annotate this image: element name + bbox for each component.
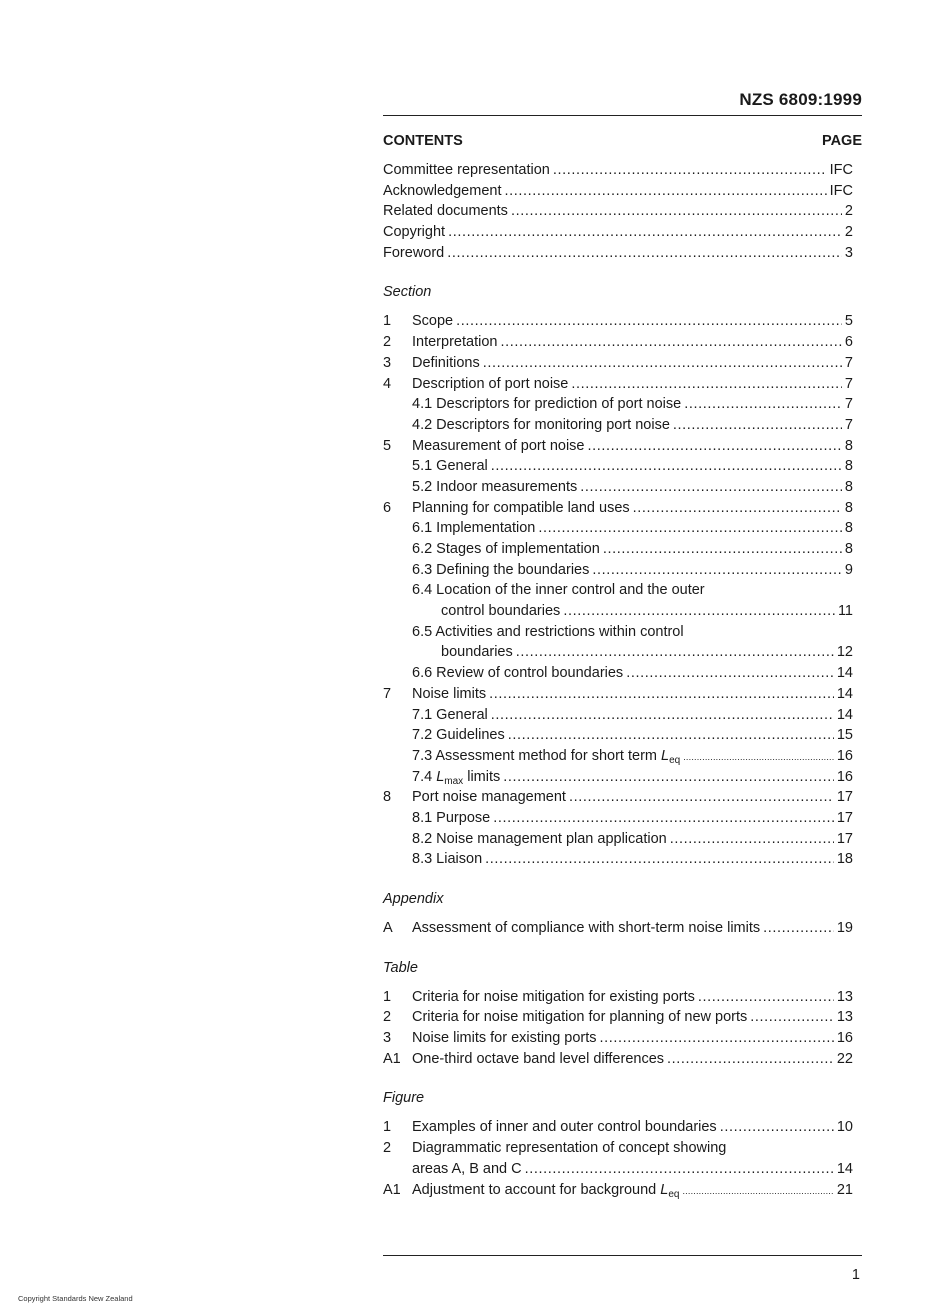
- spacer: [383, 304, 853, 313]
- entry-page: 18: [836, 851, 853, 868]
- entry-page: 19: [836, 920, 853, 936]
- entry-title: [412, 541, 600, 557]
- entry-number: 7: [383, 685, 392, 702]
- entry-page: 14: [836, 706, 853, 723]
- leader-dots: [508, 727, 834, 743]
- entry-page: 7: [844, 416, 853, 433]
- leader-dots: [525, 1161, 834, 1177]
- leader-dots: [592, 562, 842, 578]
- toc-entry: [383, 851, 853, 872]
- entry-title: [412, 1009, 747, 1025]
- toc-entry: [383, 376, 853, 397]
- entry-title: [412, 500, 630, 516]
- entry-page: 10: [836, 1119, 853, 1136]
- leader-dots: [670, 831, 834, 847]
- entry-label-suffix: limits: [467, 768, 501, 785]
- entry-label-continued: boundaries: [441, 644, 513, 661]
- entry-title: [412, 520, 535, 536]
- entry-page: 3: [844, 244, 853, 261]
- toc-entry: [383, 541, 853, 562]
- toc-entry: [383, 769, 853, 790]
- entry-label: Adjustment to account for background: [412, 1181, 657, 1198]
- entry-page: 9: [844, 561, 853, 578]
- entry-number: 3: [383, 1030, 392, 1047]
- entry-title: [412, 665, 623, 681]
- entry-title: [412, 989, 695, 1005]
- entry-page: IFC: [829, 162, 853, 178]
- entry-title: [412, 458, 488, 474]
- entry-title: [412, 789, 566, 805]
- spacer: [383, 265, 853, 284]
- leader-dots: [684, 396, 842, 412]
- toc-entry: [383, 1119, 853, 1140]
- entry-title: [412, 334, 497, 350]
- entry-label: 4.2 Descriptors for monitoring port noise: [412, 416, 670, 433]
- entry-label: 7.1 General: [412, 706, 488, 723]
- symbol: L: [660, 1181, 669, 1198]
- entry-title: [412, 686, 486, 702]
- footer-rule: [383, 1255, 862, 1256]
- entry-label: Port noise management: [412, 789, 566, 806]
- entry-label: 6.6 Review of control boundaries: [412, 665, 624, 682]
- leader-dots: [489, 686, 834, 702]
- spacer: [383, 941, 853, 960]
- entry-page: 8: [844, 499, 853, 516]
- leader-dots: [491, 458, 842, 474]
- toc-entry: [383, 417, 853, 438]
- entry-label: Noise limits: [412, 685, 487, 702]
- entry-number: 6: [383, 499, 392, 516]
- entry-label: Diagrammatic representation of concept showing: [412, 1140, 727, 1157]
- toc-entry: [383, 1030, 853, 1051]
- entry-page: 12: [836, 644, 853, 661]
- leader-dots: [633, 500, 842, 516]
- entry-number: 2: [383, 1140, 392, 1157]
- leader-dots: [538, 520, 842, 536]
- leader-dots: [626, 665, 834, 681]
- entry-number: 2: [383, 1009, 392, 1026]
- leader-dots: [511, 203, 842, 219]
- entry-number: A: [383, 920, 393, 936]
- entry-label: Committee representation: [383, 162, 550, 178]
- entry-label: Copyright: [383, 224, 446, 241]
- entry-page: 8: [844, 458, 853, 475]
- entry-label: 7.2 Guidelines: [412, 727, 505, 744]
- entry-title: [412, 396, 681, 412]
- entry-title: [412, 1051, 664, 1067]
- toc-entry: [383, 831, 853, 852]
- page-column-heading: PAGE: [821, 133, 862, 149]
- entry-title: [412, 1182, 679, 1200]
- entry-label: 8.2 Noise management plan application: [412, 830, 667, 847]
- entry-page: 2: [844, 224, 853, 241]
- entry-title: [383, 162, 550, 178]
- entry-number: 1: [383, 313, 392, 330]
- leader-dots: [673, 417, 842, 433]
- entry-number: A1: [383, 1181, 401, 1198]
- leader-dots: [447, 245, 842, 261]
- entry-label: 5.1 General: [412, 458, 488, 475]
- entry-label: 6.5 Activities and restrictions within control: [412, 623, 684, 640]
- spacer: [383, 911, 853, 920]
- entry-page: 13: [836, 1009, 853, 1026]
- leader-dots: [448, 224, 842, 240]
- toc-entry: [383, 203, 853, 224]
- contents-title: CONTENTS: [383, 133, 463, 149]
- entry-number: 1: [383, 988, 392, 1005]
- leader-dots: [569, 789, 834, 805]
- entry-label: 8.1 Purpose: [412, 809, 491, 826]
- entry-label: Criteria for noise mitigation for existing ports: [412, 988, 695, 1005]
- toc-entry-continuation: [383, 1161, 853, 1182]
- entry-number: 8: [383, 789, 392, 806]
- toc-entry: [383, 727, 853, 748]
- entry-number: 3: [383, 354, 392, 371]
- entry-title: [412, 438, 584, 454]
- leader-dots: [750, 1009, 834, 1025]
- entry-title: [412, 707, 488, 723]
- leader-dots: [493, 810, 834, 826]
- entry-label: 5.2 Indoor measurements: [412, 478, 578, 495]
- entry-title: [412, 582, 705, 598]
- entry-label: Interpretation: [412, 334, 498, 351]
- entry-label: Examples of inner and outer control boundaries: [412, 1119, 717, 1136]
- leader-dots: [456, 313, 842, 329]
- toc-entry: [383, 582, 853, 603]
- toc-entry: [383, 707, 853, 728]
- entry-title: [412, 417, 670, 433]
- group-title: Appendix: [383, 891, 444, 907]
- toc-entry: [383, 748, 853, 769]
- entry-label: One-third octave band level differences: [412, 1050, 665, 1067]
- entry-number: 4: [383, 375, 392, 392]
- leader-dots: [600, 1030, 834, 1046]
- header-rule: [383, 115, 862, 116]
- entry-title: [412, 810, 490, 826]
- entry-label: Planning for compatible land uses: [412, 499, 630, 516]
- leader-dots: [667, 1051, 834, 1067]
- symbol-subscript: eq: [668, 1188, 680, 1200]
- leader-dots: [516, 644, 834, 660]
- spacer: [383, 872, 853, 891]
- leader-dots: [571, 376, 842, 392]
- entry-label: Noise limits for existing ports: [412, 1030, 597, 1047]
- entry-page: 14: [836, 1160, 853, 1177]
- leader-dots: [682, 1186, 833, 1196]
- toc-entry: [383, 183, 853, 204]
- entry-page: 16: [836, 747, 853, 764]
- entry-page: 8: [844, 520, 853, 537]
- leader-dots: [763, 920, 834, 936]
- entry-page: 15: [836, 727, 853, 744]
- toc-entry: [383, 665, 853, 686]
- entry-number: 1: [383, 1119, 392, 1136]
- entry-title: [412, 1030, 597, 1046]
- toc-entry: [383, 989, 853, 1010]
- toc-entry: [383, 334, 853, 355]
- group-title: Figure: [383, 1090, 425, 1107]
- entry-page: 22: [836, 1050, 853, 1067]
- entry-page: 2: [844, 203, 853, 220]
- entry-label: Related documents: [383, 203, 508, 220]
- entry-label: 8.3 Liaison: [412, 851, 483, 868]
- leader-dots: [720, 1119, 834, 1135]
- toc-entry: [383, 162, 853, 183]
- toc-entry: [383, 313, 853, 334]
- leader-dots: [485, 851, 834, 867]
- entry-page: 17: [836, 830, 853, 847]
- entry-label: Scope: [412, 313, 454, 330]
- entry-label: Description of port noise: [412, 375, 569, 392]
- leader-dots: [505, 183, 827, 199]
- entry-label-continued: areas A, B and C: [412, 1160, 522, 1177]
- entry-label: Assessment of compliance with short-term noise limits: [412, 920, 761, 936]
- entry-title: [412, 376, 568, 392]
- toc-entry: [383, 1140, 853, 1161]
- copyright-notice: Copyright Standards New Zealand: [18, 1294, 133, 1303]
- entry-title: [412, 831, 667, 847]
- entry-page: 14: [836, 665, 853, 682]
- entry-page: 6: [844, 334, 853, 351]
- entry-title: [412, 355, 480, 371]
- entry-title: [412, 851, 482, 867]
- standard-code: NZS 6809:1999: [739, 90, 862, 109]
- entry-label: Acknowledgement: [383, 182, 502, 199]
- leader-dots: [563, 603, 835, 619]
- toc-entry: [383, 458, 853, 479]
- spacer: [383, 980, 853, 989]
- toc-entry: [383, 624, 853, 645]
- toc-entry: [383, 479, 853, 500]
- leader-dots: [553, 162, 827, 178]
- entry-page: 11: [837, 603, 853, 620]
- entry-page: 17: [836, 809, 853, 826]
- toc-entry: [383, 438, 853, 459]
- entry-title: [383, 183, 502, 199]
- entry-page: 7: [844, 375, 853, 392]
- toc-entry: [383, 1051, 853, 1072]
- entry-label: 7.3 Assessment method for short term: [412, 747, 657, 764]
- entry-page: 14: [836, 685, 853, 702]
- entry-label: 6.4 Location of the inner control and the outer: [412, 582, 705, 599]
- leader-dots: [491, 707, 834, 723]
- entry-page: 8: [844, 437, 853, 454]
- toc-entry: [383, 1182, 853, 1203]
- toc-entry: [383, 224, 853, 245]
- entry-label: Criteria for noise mitigation for planning of new ports: [412, 1009, 748, 1026]
- contents-heading-row: [383, 133, 862, 149]
- entry-page: 21: [836, 1181, 853, 1198]
- toc-entry: [383, 245, 853, 266]
- entry-title: [383, 224, 445, 240]
- entry-page: 8: [844, 478, 853, 495]
- symbol: L: [661, 747, 670, 764]
- entry-label: 6.1 Implementation: [412, 520, 536, 537]
- entry-label: 6.3 Defining the boundaries: [412, 561, 590, 578]
- leader-dots: [698, 989, 834, 1005]
- entry-page: 8: [844, 541, 853, 557]
- toc-entry: [383, 355, 853, 376]
- entry-label: 4.1 Descriptors for prediction of port noise: [412, 396, 682, 413]
- leader-dots: [483, 355, 842, 371]
- toc-entry: [383, 686, 853, 707]
- group-title: Section: [383, 284, 432, 301]
- leader-dots: [587, 438, 841, 454]
- toc-entry: [383, 1009, 853, 1030]
- entry-label-continued: control boundaries: [441, 603, 561, 620]
- entry-label: 7.4: [412, 768, 433, 785]
- entry-page: 5: [844, 313, 853, 330]
- toc-entry-continuation: [383, 644, 853, 665]
- toc-entry: [383, 562, 853, 583]
- entry-number: 5: [383, 437, 392, 454]
- entry-page: 17: [836, 789, 853, 806]
- symbol: L: [436, 768, 445, 785]
- spacer: [383, 1110, 853, 1119]
- entry-number: 2: [383, 334, 392, 351]
- toc-entry: [383, 920, 853, 941]
- entry-title: [412, 1140, 726, 1156]
- entry-number: A1: [383, 1050, 401, 1067]
- leader-dots: [580, 479, 842, 495]
- entry-title: [412, 769, 500, 787]
- symbol-subscript: eq: [669, 754, 681, 766]
- toc-entry: [383, 396, 853, 417]
- spacer: [383, 1071, 853, 1090]
- entry-title: [412, 1119, 717, 1135]
- entry-title: [383, 245, 444, 261]
- entry-page: 16: [836, 768, 853, 785]
- entry-title: [412, 727, 505, 743]
- toc-entry: [383, 810, 853, 831]
- toc-entry-continuation: [383, 603, 853, 624]
- entry-title: [412, 748, 680, 766]
- table-of-contents: [383, 162, 853, 1202]
- entry-label: Measurement of port noise: [412, 437, 585, 454]
- toc-entry: [383, 500, 853, 521]
- leader-dots: [603, 541, 842, 557]
- toc-entry: [383, 520, 853, 541]
- leader-dots: [500, 334, 841, 350]
- entry-title: [412, 562, 589, 578]
- group-title: Table: [383, 959, 418, 976]
- entry-label: Foreword: [383, 244, 445, 261]
- entry-page: 13: [836, 988, 853, 1005]
- symbol-subscript: max: [444, 775, 464, 787]
- entry-title: [412, 479, 577, 495]
- leader-dots: [683, 752, 834, 762]
- entry-label: Definitions: [412, 354, 480, 371]
- leader-dots: [503, 769, 834, 785]
- entry-page: IFC: [829, 182, 853, 199]
- entry-title: [412, 624, 684, 640]
- toc-entry: [383, 789, 853, 810]
- entry-page: 16: [836, 1030, 853, 1047]
- entry-page: 7: [844, 354, 853, 371]
- entry-page: 7: [844, 396, 853, 413]
- page-number: 1: [851, 1267, 860, 1283]
- entry-label: 6.2 Stages of implementation: [412, 541, 600, 557]
- entry-title: [412, 313, 453, 329]
- entry-title: [383, 203, 508, 219]
- entry-title: [412, 920, 760, 936]
